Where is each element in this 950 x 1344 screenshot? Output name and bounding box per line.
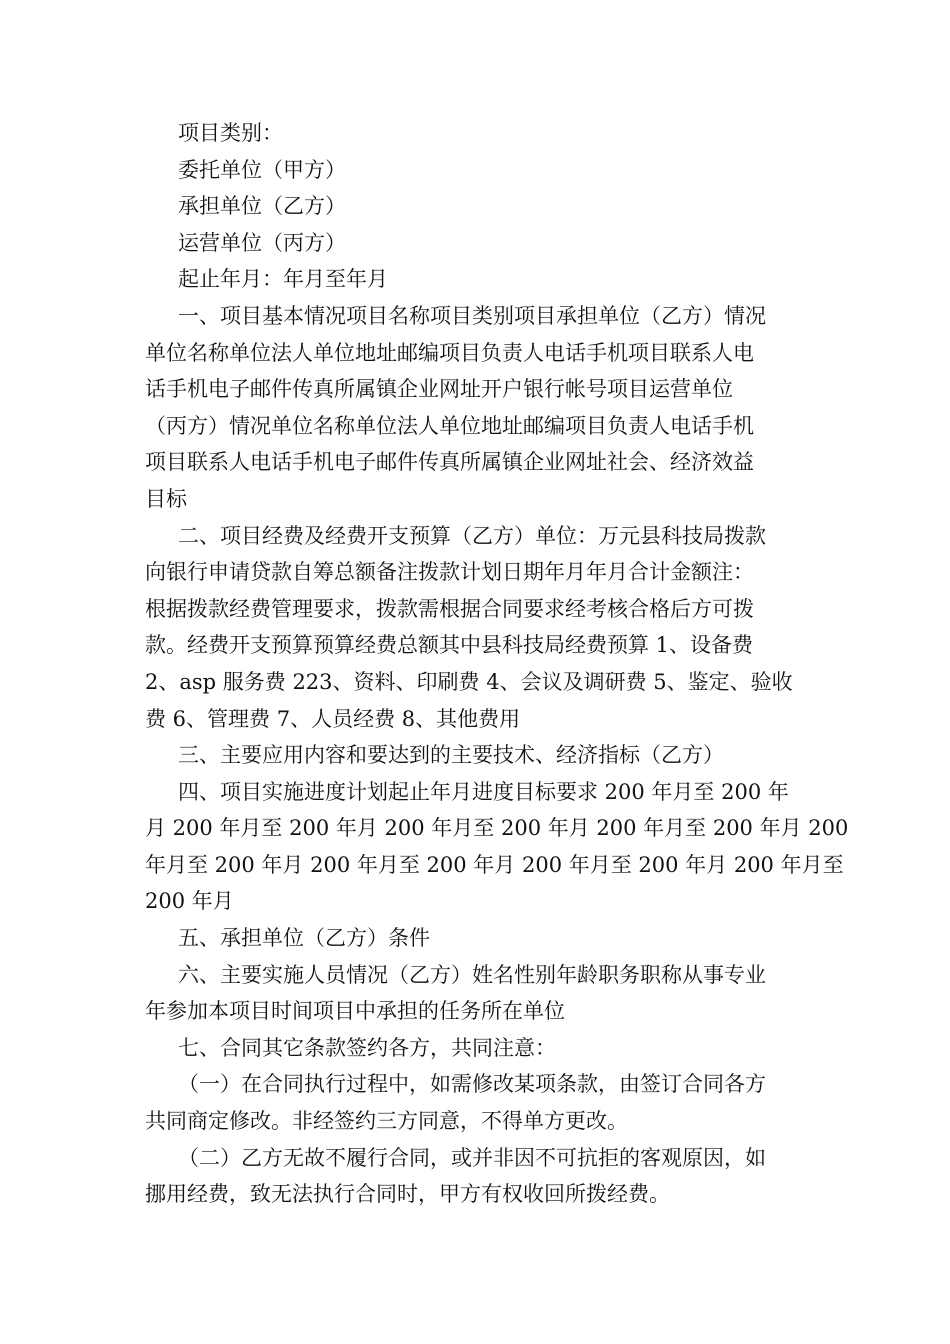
project-category-line: 项目类别： — [178, 121, 283, 145]
section-1-line: （丙方）情况单位名称单位法人单位地址邮编项目负责人电话手机 — [145, 413, 754, 438]
section-5-line: 五、承担单位（乙方）条件 — [178, 926, 430, 951]
clause-2-line: （二）乙方无故不履行合同，或并非因不可抗拒的客观原因，如 — [178, 1145, 766, 1170]
clause-1-paragraph — [145, 1066, 805, 1139]
header-block — [145, 115, 805, 298]
section-4-line: 四、项目实施进度计划起止年月进度目标要求 200 年月至 200 年 — [178, 779, 789, 804]
clause-2-paragraph — [145, 1140, 805, 1213]
section-4-line: 月 200 年月至 200 年月 200 年月至 200 年月 200 年月至 200 年月 200 — [145, 816, 849, 841]
section-2-line: 二、项目经费及经费开支预算（乙方）单位：万元县科技局拨款 — [178, 523, 766, 548]
clause-2-line: 挪用经费，致无法执行合同时，甲方有权收回所拨经费。 — [145, 1182, 670, 1207]
party-b-line: 承担单位（乙方） — [178, 194, 346, 219]
section-1-line: 项目联系人电话手机电子邮件传真所属镇企业网址社会、经济效益 — [145, 450, 754, 475]
section-1-line: 话手机电子邮件传真所属镇企业网址开户银行帐号项目运营单位 — [145, 377, 733, 402]
section-3-paragraph — [145, 737, 805, 774]
section-2-line: 费 6、管理费 7、人员经费 8、其他费用 — [145, 706, 521, 731]
section-1-line: 一、项目基本情况项目名称项目类别项目承担单位（乙方）情况 — [178, 303, 766, 328]
section-2-line: 2、asp 服务费 223、资料、印刷费 4、会议及调研费 5、鉴定、验收 — [145, 669, 793, 694]
section-3-line: 三、主要应用内容和要达到的主要技术、经济指标（乙方） — [178, 743, 724, 768]
section-7-paragraph — [145, 1030, 805, 1067]
section-5-paragraph — [145, 920, 805, 957]
section-2-paragraph — [145, 518, 805, 738]
section-2-line: 向银行申请贷款自筹总额备注拨款计划日期年月年月合计金额注： — [145, 560, 754, 585]
section-4-line: 200 年月 — [145, 889, 234, 914]
section-4-line: 年月至 200 年月 200 年月至 200 年月 200 年月至 200 年月 200 年月至 — [145, 852, 844, 877]
party-c-line: 运营单位（丙方） — [178, 230, 346, 255]
period-line: 起止年月：年月至年月 — [178, 267, 388, 292]
section-4-paragraph — [145, 774, 849, 920]
section-2-line: 根据拨款经费管理要求，拨款需根据合同要求经考核合格后方可拨 — [145, 596, 754, 621]
section-7-line: 七、合同其它条款签约各方，共同注意： — [178, 1035, 556, 1060]
section-6-line: 年参加本项目时间项目中承担的任务所在单位 — [145, 999, 565, 1024]
section-2-line: 款。经费开支预算预算经费总额其中县科技局经费预算 1、设备费 — [145, 633, 754, 658]
party-a-line: 委托单位（甲方） — [178, 157, 346, 182]
clause-1-line: （一）在合同执行过程中，如需修改某项条款，由签订合同各方 — [178, 1072, 766, 1097]
section-1-paragraph — [145, 298, 805, 518]
section-1-line: 单位名称单位法人单位地址邮编项目负责人电话手机项目联系人电 — [145, 340, 754, 365]
section-6-line: 六、主要实施人员情况（乙方）姓名性别年龄职务职称从事专业 — [178, 962, 766, 987]
clause-1-line: 共同商定修改。非经签约三方同意，不得单方更改。 — [145, 1109, 628, 1134]
section-6-paragraph — [145, 957, 805, 1030]
section-1-line: 目标 — [145, 486, 187, 511]
